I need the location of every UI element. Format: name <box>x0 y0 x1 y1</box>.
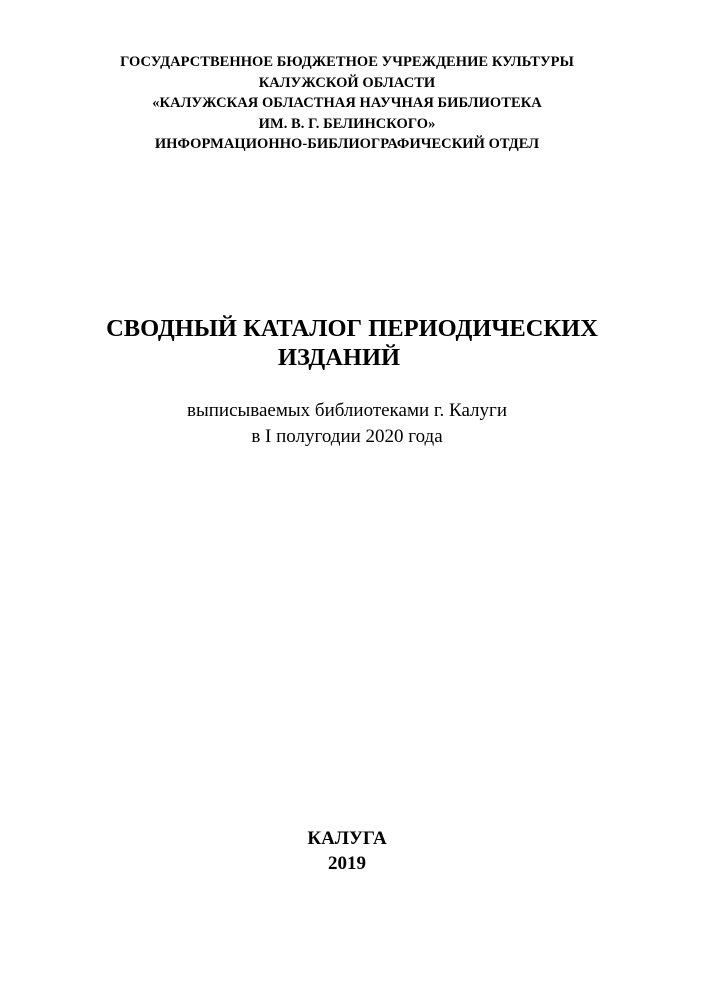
institution-header <box>0 52 694 155</box>
document-subtitle <box>0 398 694 450</box>
document-title <box>0 314 704 372</box>
title-line-2: ИЗДАНИЙ <box>277 344 401 371</box>
title-line-1: СВОДНЫЙ КАТАЛОГ ПЕРИОДИЧЕСКИХ <box>106 315 598 342</box>
header-line-organization: ГОСУДАРСТВЕННОЕ БЮДЖЕТНОЕ УЧРЕЖДЕНИЕ КУЛЬТУРЫ <box>120 54 574 70</box>
subtitle-line-2: в I полугодии 2020 года <box>251 426 443 447</box>
publication-city: КАЛУГА <box>307 828 387 849</box>
subtitle-line-1: выписываемых библиотеками г. Калуги <box>187 400 507 421</box>
publication-year: 2019 <box>328 853 366 874</box>
header-line-library-name: ИМ. В. Г. БЕЛИНСКОГО» <box>258 115 436 132</box>
header-line-region: КАЛУЖСКОЙ ОБЛАСТИ <box>258 74 436 91</box>
header-line-library: «КАЛУЖСКАЯ ОБЛАСТНАЯ НАУЧНАЯ БИБЛИОТЕКА <box>152 95 542 111</box>
publication-imprint <box>0 826 694 876</box>
header-line-department: ИНФОРМАЦИОННО-БИБЛИОГРАФИЧЕСКИЙ ОТДЕЛ <box>154 136 540 152</box>
